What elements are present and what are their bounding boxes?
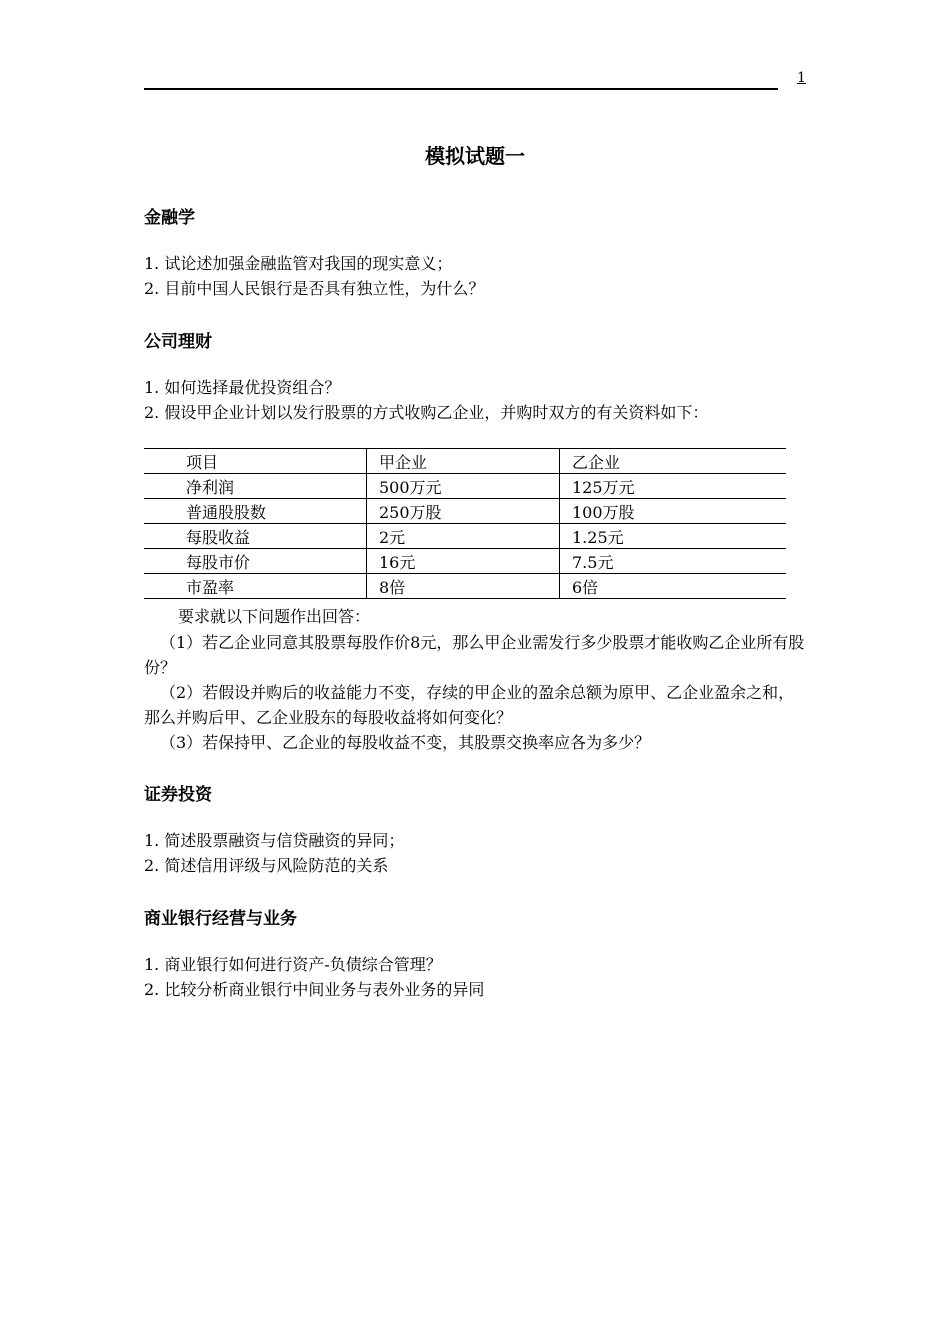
table-cell: 每股市价 [144, 549, 367, 574]
document-title: 模拟试题一 [425, 144, 525, 168]
banking-question-1: 1. 商业银行如何进行资产-负债综合管理？ [144, 955, 442, 974]
header-rule [144, 88, 778, 90]
table-row [144, 499, 786, 524]
corporate-finance-question-1: 1. 如何选择最优投资组合？ [144, 378, 341, 397]
questions-intro: 要求就以下问题作出回答： [178, 607, 371, 626]
section-heading-finance: 金融学 [144, 208, 195, 228]
corporate-finance-question-2: 2. 假设甲企业计划以发行股票的方式收购乙企业，并购时双方的有关资料如下： [144, 403, 709, 422]
sub-question-3: （3）若保持甲、乙企业的每股收益不变，其股票交换率应各为多少？ [160, 733, 651, 752]
table-cell: 500万元 [367, 474, 560, 499]
table-cell: 2元 [367, 524, 560, 549]
table-cell: 100万股 [560, 499, 787, 524]
table-cell: 每股收益 [144, 524, 367, 549]
table-row [144, 549, 786, 574]
table-header-row [144, 449, 786, 474]
securities-question-2: 2. 简述信用评级与风险防范的关系 [144, 856, 389, 875]
finance-question-1: 1. 试论述加强金融监管对我国的现实意义； [144, 254, 453, 273]
table-header-cell: 项目 [144, 449, 367, 474]
finance-question-2: 2. 目前中国人民银行是否具有独立性，为什么？ [144, 279, 485, 298]
securities-question-1: 1. 简述股票融资与信贷融资的异同； [144, 831, 405, 850]
sub-question-2: （2）若假设并购后的收益能力不变，存续的甲企业的盈余总额为原甲、乙企业盈余之和，那么并购后甲、乙企业股东的每股收益将如何变化？ [144, 683, 795, 727]
banking-question-2: 2. 比较分析商业银行中间业务与表外业务的异同 [144, 980, 485, 999]
section-heading-securities: 证券投资 [144, 785, 212, 805]
table-cell: 1.25元 [560, 524, 787, 549]
section-heading-commercial-banking: 商业银行经营与业务 [144, 909, 297, 929]
page-number: 1 [797, 70, 806, 86]
merger-data-table [144, 448, 786, 599]
section-heading-corporate-finance: 公司理财 [144, 332, 212, 352]
table-cell: 6倍 [560, 574, 787, 599]
table-cell: 8倍 [367, 574, 560, 599]
table-cell: 市盈率 [144, 574, 367, 599]
table-cell: 250万股 [367, 499, 560, 524]
table-header-cell: 甲企业 [367, 449, 560, 474]
table-row [144, 524, 786, 549]
table-cell: 7.5元 [560, 549, 787, 574]
table-row [144, 474, 786, 499]
table-cell: 16元 [367, 549, 560, 574]
table-cell: 普通股股数 [144, 499, 367, 524]
table-row [144, 574, 786, 599]
sub-question-1: （1）若乙企业同意其股票每股作价8元，那么甲企业需发行多少股票才能收购乙企业所有股份？ [144, 633, 805, 677]
table-cell: 净利润 [144, 474, 367, 499]
table-cell: 125万元 [560, 474, 787, 499]
table-header-cell: 乙企业 [560, 449, 787, 474]
